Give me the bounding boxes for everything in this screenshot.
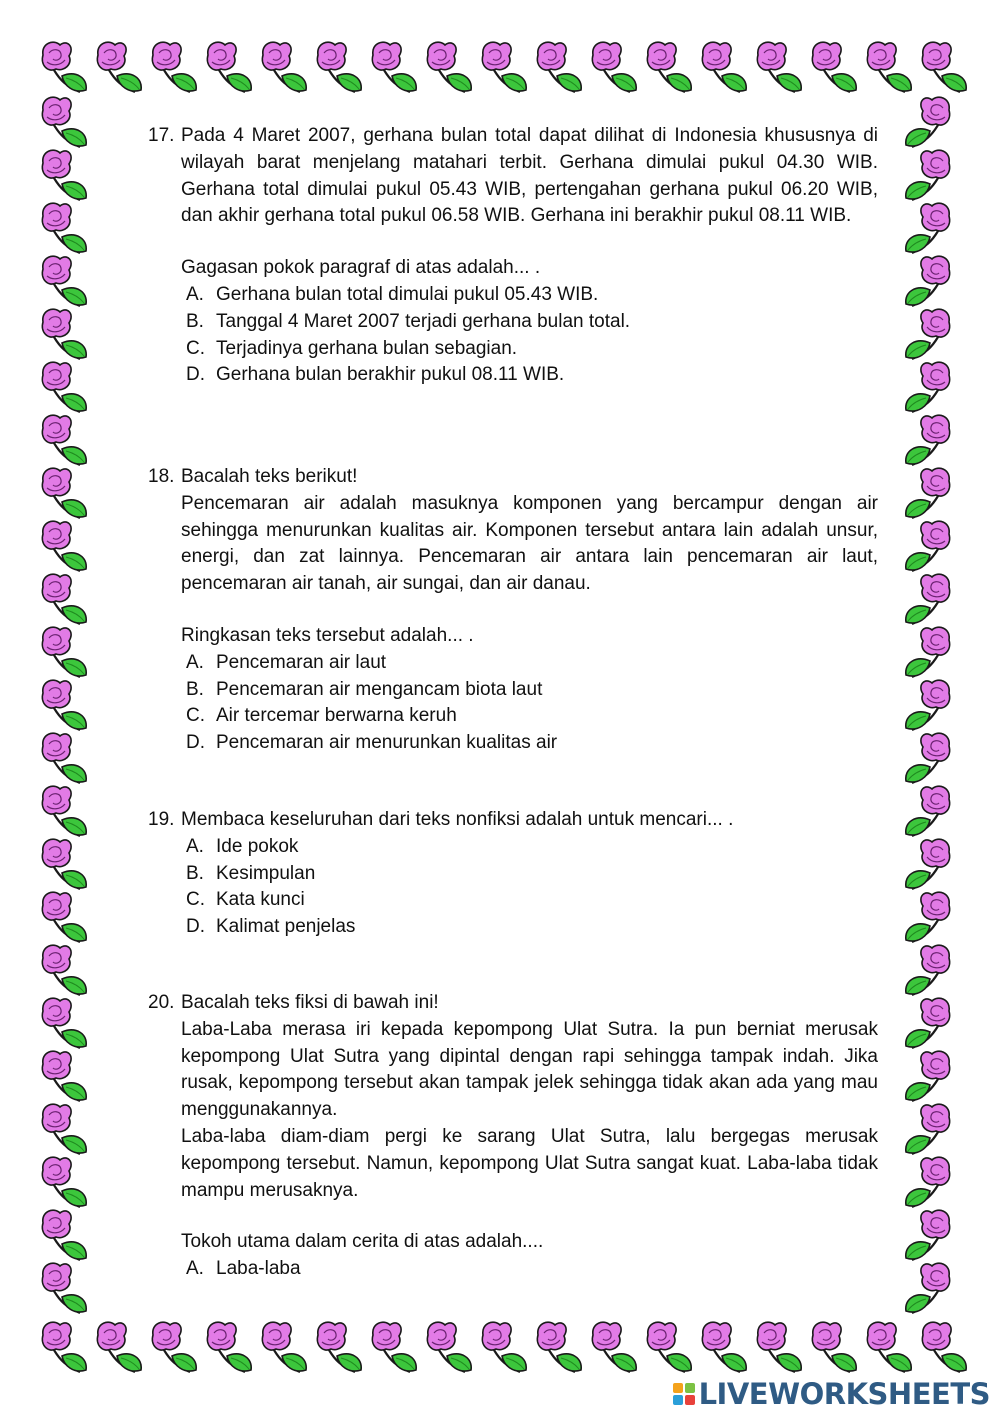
- option-list: [181, 1256, 878, 1283]
- rose-icon: [42, 521, 86, 571]
- option-text: Gerhana bulan berakhir pukul 08.11 WIB.: [216, 364, 565, 386]
- rose-icon: [537, 42, 581, 92]
- option-letter: C.: [186, 889, 205, 911]
- rose-icon: [906, 1104, 950, 1154]
- rose-icon: [97, 42, 141, 92]
- rose-icon: [42, 42, 86, 92]
- rose-icon: [906, 1263, 950, 1313]
- rose-icon: [42, 998, 86, 1048]
- option-b[interactable]: [186, 677, 878, 704]
- rose-icon: [867, 42, 911, 92]
- rose-icon: [757, 1322, 801, 1372]
- rose-icon: [867, 1322, 911, 1372]
- rose-icon: [592, 42, 636, 92]
- option-text: Ide pokok: [216, 835, 299, 857]
- option-b[interactable]: [186, 861, 878, 888]
- question-number: 20.: [148, 992, 175, 1013]
- rose-icon: [906, 362, 950, 412]
- rose-icon: [812, 42, 856, 92]
- question-paragraph: Pada 4 Maret 2007, gerhana bulan total dapat dilihat di Indonesia khususnya di wilayah barat menjelang matahari terbit. Gerhana dimulai pukul 04.30 WIB. Gerhana total dimulai pukul 05.43 WIB, pertengahan gerhana pukul 06.20 WIB, dan akhir gerhana total pukul 06.58 WIB. Gerhana ini berakhir pukul 08.11 WIB.: [181, 125, 878, 227]
- rose-icon: [42, 627, 86, 677]
- option-letter: B.: [186, 862, 204, 884]
- rose-icon: [42, 362, 86, 412]
- option-text: Kata kunci: [216, 889, 305, 911]
- rose-icon: [647, 42, 691, 92]
- question-19: [148, 807, 878, 941]
- rose-icon: [906, 97, 950, 147]
- option-letter: A.: [186, 835, 204, 857]
- rose-icon: [42, 256, 86, 306]
- question-number: 17.: [148, 125, 175, 146]
- option-text: Pencemaran air laut: [216, 651, 387, 673]
- rose-icon: [906, 839, 950, 889]
- rose-icon: [906, 1051, 950, 1101]
- option-letter: D.: [186, 732, 205, 754]
- question-number: 18.: [148, 466, 175, 487]
- rose-icon: [906, 786, 950, 836]
- rose-icon: [647, 1322, 691, 1372]
- rose-icon: [152, 42, 196, 92]
- question-prompt: Membaca keseluruhan dari teks nonfiksi adalah untuk mencari... .: [181, 809, 734, 830]
- rose-icon: [922, 42, 966, 92]
- option-d[interactable]: [186, 730, 878, 757]
- option-letter: A.: [186, 651, 204, 673]
- rose-icon: [42, 150, 86, 200]
- rose-icon: [262, 1322, 306, 1372]
- rose-icon: [482, 42, 526, 92]
- rose-icon: [42, 309, 86, 359]
- option-text: Kalimat penjelas: [216, 916, 356, 938]
- rose-icon: [906, 1210, 950, 1260]
- rose-icon: [906, 627, 950, 677]
- rose-icon: [152, 1322, 196, 1372]
- option-text: Gerhana bulan total dimulai pukul 05.43 WIB.: [216, 283, 599, 305]
- rose-icon: [42, 574, 86, 624]
- option-text: Pencemaran air mengancam biota laut: [216, 678, 543, 700]
- option-list: [181, 650, 878, 757]
- question-18: [148, 464, 878, 757]
- option-b[interactable]: [186, 309, 878, 336]
- question-instruction: Bacalah teks berikut!: [181, 466, 358, 487]
- rose-icon: [922, 1322, 966, 1372]
- question-number: 19.: [148, 809, 175, 830]
- rose-icon: [42, 892, 86, 942]
- option-a[interactable]: [186, 650, 878, 677]
- rose-icon: [702, 42, 746, 92]
- rose-icon: [42, 839, 86, 889]
- liveworksheets-logo-icon: [673, 1383, 695, 1405]
- rose-icon: [42, 468, 86, 518]
- option-d[interactable]: [186, 362, 878, 389]
- watermark-text: LIVEWORKSHEETS: [698, 1377, 990, 1411]
- rose-icon: [906, 998, 950, 1048]
- rose-icon: [906, 1157, 950, 1207]
- rose-icon: [207, 42, 251, 92]
- rose-icon: [42, 945, 86, 995]
- option-list: [181, 834, 878, 941]
- rose-icon: [906, 945, 950, 995]
- rose-icon: [42, 97, 86, 147]
- question-17: [148, 123, 878, 389]
- rose-icon: [317, 1322, 361, 1372]
- rose-icon: [482, 1322, 526, 1372]
- rose-icon: [906, 150, 950, 200]
- liveworksheets-watermark[interactable]: [673, 1377, 990, 1411]
- option-text: Kesimpulan: [216, 862, 316, 884]
- rose-icon: [427, 42, 471, 92]
- question-prompt: Ringkasan teks tersebut adalah... .: [181, 624, 474, 646]
- rose-icon: [906, 256, 950, 306]
- option-a[interactable]: [186, 1256, 878, 1283]
- option-letter: D.: [186, 364, 205, 386]
- option-d[interactable]: [186, 914, 878, 941]
- rose-icon: [906, 203, 950, 253]
- rose-icon: [757, 42, 801, 92]
- rose-icon: [702, 1322, 746, 1372]
- question-instruction: Bacalah teks fiksi di bawah ini!: [181, 992, 439, 1013]
- option-letter: B.: [186, 678, 204, 700]
- rose-icon: [372, 1322, 416, 1372]
- rose-icon: [42, 1051, 86, 1101]
- option-text: Terjadinya gerhana bulan sebagian.: [216, 337, 518, 359]
- rose-icon: [906, 309, 950, 359]
- rose-icon: [812, 1322, 856, 1372]
- rose-icon: [42, 786, 86, 836]
- rose-icon: [537, 1322, 581, 1372]
- rose-icon: [592, 1322, 636, 1372]
- rose-icon: [42, 203, 86, 253]
- rose-icon: [42, 1157, 86, 1207]
- option-letter: C.: [186, 705, 205, 727]
- rose-icon: [906, 680, 950, 730]
- rose-icon: [97, 1322, 141, 1372]
- option-c[interactable]: [186, 887, 878, 914]
- rose-icon: [42, 680, 86, 730]
- question-paragraph: Pencemaran air adalah masuknya komponen yang bercampur dengan air sehingga menurunkan kualitas air. Komponen tersebut antara lain adalah unsur, energi, dan zat lainnya. Pencemaran air antara lain pencemaran air laut, pencemaran air tanah, air sungai, dan air danau.: [181, 492, 878, 595]
- option-letter: B.: [186, 310, 204, 332]
- question-prompt: Tokoh utama dalam cerita di atas adalah....: [181, 1231, 544, 1253]
- option-letter: D.: [186, 916, 205, 938]
- rose-icon: [906, 892, 950, 942]
- question-paragraph: Laba-laba diam-diam pergi ke sarang Ulat Sutra, lalu bergegas merusak kepompong tersebut. Namun, kepompong Ulat Sutra sangat kuat. Laba-laba tidak mampu merusaknya.: [181, 1125, 878, 1201]
- option-text: Pencemaran air menurunkan kualitas air: [216, 732, 558, 754]
- rose-icon: [42, 1263, 86, 1313]
- option-c[interactable]: [186, 336, 878, 363]
- rose-icon: [372, 42, 416, 92]
- rose-icon: [906, 521, 950, 571]
- option-text: Laba-laba: [216, 1258, 301, 1280]
- option-c[interactable]: [186, 703, 878, 730]
- option-text: Air tercemar berwarna keruh: [216, 705, 457, 727]
- option-letter: A.: [186, 1258, 204, 1280]
- rose-icon: [427, 1322, 471, 1372]
- rose-icon: [42, 1104, 86, 1154]
- rose-icon: [42, 733, 86, 783]
- rose-icon: [906, 468, 950, 518]
- option-a[interactable]: [186, 834, 878, 861]
- question-paragraph: Laba-Laba merasa iri kepada kepompong Ulat Sutra. Ia pun berniat merusak kepompong Ulat Sutra yang dipintal dengan rapi sehingga tampak indah. Jika rusak, kepompong tersebut akan tampak jelek sehingga tidak akan ada yang mau menggunakannya.: [181, 1018, 878, 1121]
- rose-icon: [42, 1322, 86, 1372]
- question-prompt: Gagasan pokok paragraf di atas adalah... .: [181, 257, 541, 279]
- option-letter: C.: [186, 337, 205, 359]
- rose-icon: [906, 415, 950, 465]
- rose-icon: [42, 415, 86, 465]
- option-text: Tanggal 4 Maret 2007 terjadi gerhana bulan total.: [216, 310, 631, 332]
- option-a[interactable]: [186, 282, 878, 309]
- rose-icon: [906, 733, 950, 783]
- option-list: [181, 282, 878, 389]
- rose-icon: [42, 1210, 86, 1260]
- question-20: [148, 990, 878, 1283]
- rose-icon: [906, 574, 950, 624]
- rose-icon: [317, 42, 361, 92]
- rose-icon: [262, 42, 306, 92]
- rose-icon: [207, 1322, 251, 1372]
- option-letter: A.: [186, 283, 204, 305]
